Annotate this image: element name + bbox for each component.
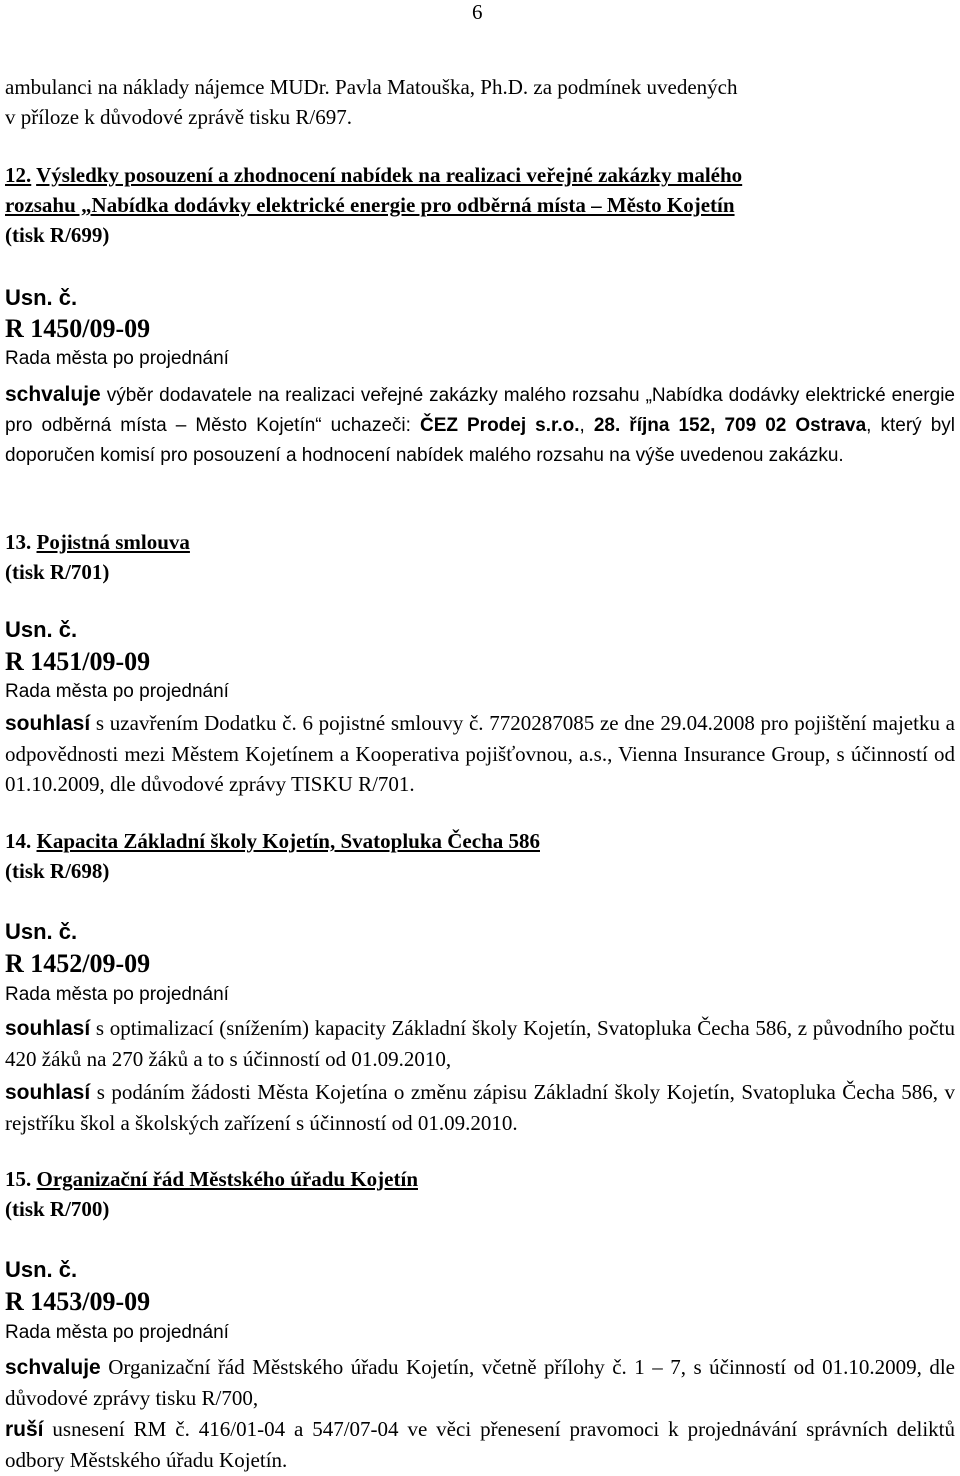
- page-number: 6: [472, 0, 483, 24]
- item-15-verb-2: ruší: [5, 1418, 44, 1441]
- item-12-council: Rada města po projednání: [5, 348, 229, 369]
- item-13-resolution-number: R 1451/09-09: [5, 647, 151, 676]
- item-15-verb-1: schvaluje: [5, 1356, 101, 1379]
- item-12-bold-2: 28. října 152, 709 02 Ostrava: [593, 415, 867, 436]
- item-12-tisk: (tisk R/699): [5, 223, 110, 247]
- item-13-title: Pojistná smlouva: [36, 530, 190, 554]
- item-14-verb-2: souhlasí: [5, 1081, 91, 1104]
- item-13-heading: [5, 527, 955, 557]
- item-14-paragraph-1: [5, 1013, 955, 1074]
- intro-line-1: ambulanci na náklady nájemce MUDr. Pavla Matouška, Ph.D. za podmínek uvedených: [5, 75, 738, 99]
- item-15-usn-label: Usn. č.: [5, 1257, 78, 1282]
- item-12-title-line-1: Výsledky posouzení a zhodnocení nabídek na realizaci veřejné zakázky malého: [36, 163, 743, 187]
- item-12-title-line-2: rozsahu „Nabídka dodávky elektrické energie pro odběrná místa – Město Kojetín: [5, 193, 735, 217]
- item-14-verb-1: souhlasí: [5, 1017, 91, 1040]
- item-13-council: Rada města po projednání: [5, 681, 229, 702]
- item-13-usn-label: Usn. č.: [5, 617, 78, 642]
- item-12-heading: [5, 160, 955, 190]
- item-14-text-1: s optimalizací (snížením) kapacity Základní školy Kojetín, Svatopluka Čecha 586, z původního počtu 420 žáků na 270 žáků a to s účinností od 01.09.2010,: [5, 1016, 955, 1071]
- item-13-verb: souhlasí: [5, 712, 91, 735]
- item-12-heading-line-2: [5, 190, 955, 220]
- item-12-text-1: výběr dodavatele na realizaci veřejné zakázky malého rozsahu „Nabídka dodávky elektrické energie pro odběrná místa – Město Kojetín“ uchazeči:: [5, 385, 955, 436]
- item-15-resolution-number: R 1453/09-09: [5, 1287, 151, 1316]
- item-12-resolution-number: R 1450/09-09: [5, 314, 151, 343]
- item-15-text-2: usnesení RM č. 416/01-04 a 547/07-04 ve věci přenesení pravomoci k projednávání správních deliktů odbory Městského úřadu Kojetín.: [5, 1417, 955, 1472]
- item-12-verb: schvaluje: [5, 383, 101, 406]
- item-12-usn-label: Usn. č.: [5, 285, 78, 310]
- item-15-paragraph-1: [5, 1352, 955, 1413]
- item-13-tisk: (tisk R/701): [5, 560, 110, 584]
- item-14-paragraph-2: [5, 1077, 955, 1138]
- item-15-text-1: Organizační řád Městského úřadu Kojetín, včetně přílohy č. 1 – 7, s účinností od 01.10.2009, dle důvodové zprávy tisku R/700,: [5, 1355, 955, 1410]
- item-14-text-2: s podáním žádosti Města Kojetína o změnu zápisu Základní školy Kojetín, Svatopluka Čecha 586, v rejstříku škol a školských zařízení s účinností od 01.09.2010.: [5, 1080, 955, 1135]
- item-15-number: 15.: [5, 1167, 32, 1191]
- item-15-paragraph-2: [5, 1414, 955, 1475]
- item-12-text-2: ,: [579, 415, 594, 436]
- item-12-paragraph: [5, 380, 955, 471]
- item-15-tisk: (tisk R/700): [5, 1197, 110, 1221]
- item-14-resolution-number: R 1452/09-09: [5, 949, 151, 978]
- item-13-paragraph: [5, 708, 955, 799]
- item-14-council: Rada města po projednání: [5, 984, 229, 1005]
- item-13-text: s uzavřením Dodatku č. 6 pojistné smlouvy č. 7720287085 ze dne 29.04.2008 pro pojištění majetku a odpovědnosti mezi Městem Kojetínem a Kooperativa pojišťovnou, a.s., Vienna Insurance Group, s účinností od 01.10.2009, dle důvodové zprávy TISKU R/701.: [5, 711, 955, 796]
- item-15-council: Rada města po projednání: [5, 1322, 229, 1343]
- item-12-text-3: , který byl doporučen komisí pro posouzení a hodnocení nabídek malého rozsahu na výše uvedenou zakázku.: [5, 415, 955, 466]
- intro-line-2: v příloze k důvodové zprávě tisku R/697.: [5, 105, 353, 129]
- item-14-heading: [5, 826, 955, 856]
- item-15-title: Organizační řád Městského úřadu Kojetín: [36, 1167, 418, 1191]
- item-14-title: Kapacita Základní školy Kojetín, Svatopluka Čecha 586: [36, 829, 540, 853]
- item-15-heading: [5, 1164, 955, 1194]
- item-14-number: 14.: [5, 829, 32, 853]
- item-14-tisk: (tisk R/698): [5, 859, 110, 883]
- item-12-bold-1: ČEZ Prodej s.r.o.: [419, 415, 580, 436]
- item-12-number: 12.: [5, 163, 32, 187]
- item-14-usn-label: Usn. č.: [5, 919, 78, 944]
- item-13-number: 13.: [5, 530, 32, 554]
